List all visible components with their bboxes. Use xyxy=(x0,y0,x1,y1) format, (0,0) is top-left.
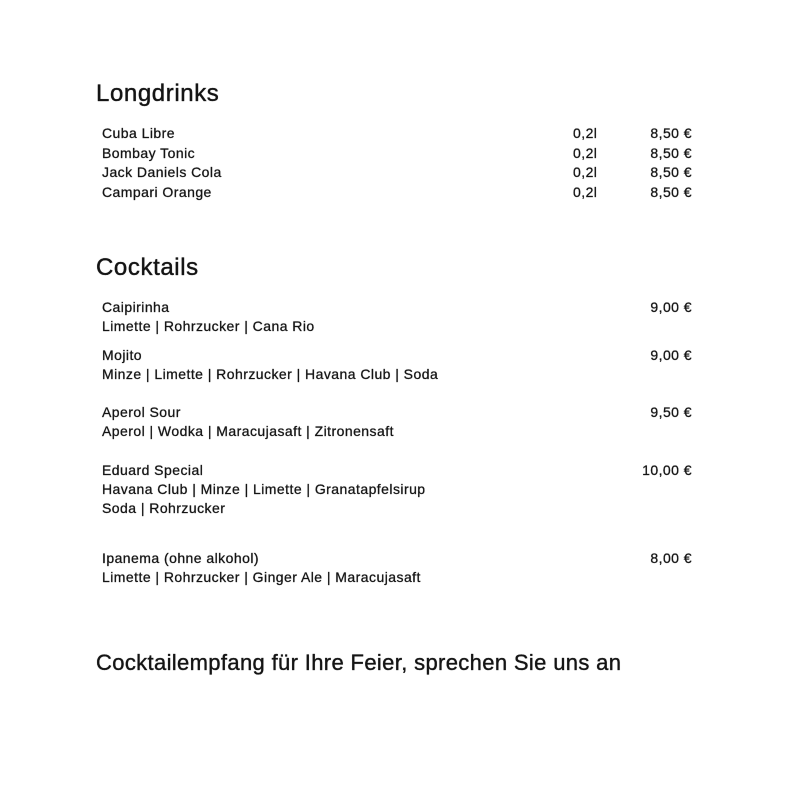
cocktail-name: Mojito xyxy=(102,347,143,363)
cocktail-price: 9,50 € xyxy=(650,404,692,420)
drink-size: 0,2l xyxy=(573,125,598,141)
cocktail-price: 10,00 € xyxy=(642,462,692,478)
cocktail-ingredients: Limette | Rohrzucker | Cana Rio xyxy=(102,318,315,334)
drink-price: 8,50 € xyxy=(650,144,692,161)
cocktail-ingredients: Minze | Limette | Rohrzucker | Havana Club | Soda xyxy=(102,366,439,382)
cocktails-heading: Cocktails xyxy=(96,254,199,281)
cocktail-ingredients: Soda | Rohrzucker xyxy=(102,500,226,516)
longdrink-row xyxy=(0,163,794,183)
drink-size: 0,2l xyxy=(573,164,598,180)
cocktail-price: 9,00 € xyxy=(650,347,692,363)
drink-name: Bombay Tonic xyxy=(102,144,196,161)
longdrinks-heading: Longdrinks xyxy=(96,80,220,107)
cocktail-name: Caipirinha xyxy=(102,299,170,315)
cocktail-name: Eduard Special xyxy=(102,462,204,478)
longdrink-row xyxy=(0,144,794,164)
drink-size: 0,2l xyxy=(573,144,598,161)
cocktail-ingredients: Aperol | Wodka | Maracujasaft | Zitronensaft xyxy=(102,423,394,439)
cocktail-price: 9,00 € xyxy=(650,299,692,315)
drink-name: Campari Orange xyxy=(102,183,212,200)
footer-note: Cocktailempfang für Ihre Feier, sprechen Sie uns an xyxy=(96,650,622,675)
cocktail-price: 8,00 € xyxy=(650,550,692,566)
drink-name: Cuba Libre xyxy=(102,125,175,141)
longdrink-row xyxy=(0,183,794,203)
longdrink-row xyxy=(0,124,794,144)
drink-price: 8,50 € xyxy=(650,183,692,200)
cocktail-ingredients: Havana Club | Minze | Limette | Granatapfelsirup xyxy=(102,481,426,497)
drink-name: Jack Daniels Cola xyxy=(102,164,222,180)
cocktail-ingredients: Limette | Rohrzucker | Ginger Ale | Maracujasaft xyxy=(102,569,421,585)
drink-price: 8,50 € xyxy=(650,164,692,180)
drink-price: 8,50 € xyxy=(650,125,692,141)
cocktail-name: Aperol Sour xyxy=(102,404,181,420)
cocktail-name: Ipanema (ohne alkohol) xyxy=(102,550,259,566)
drink-size: 0,2l xyxy=(573,183,598,200)
